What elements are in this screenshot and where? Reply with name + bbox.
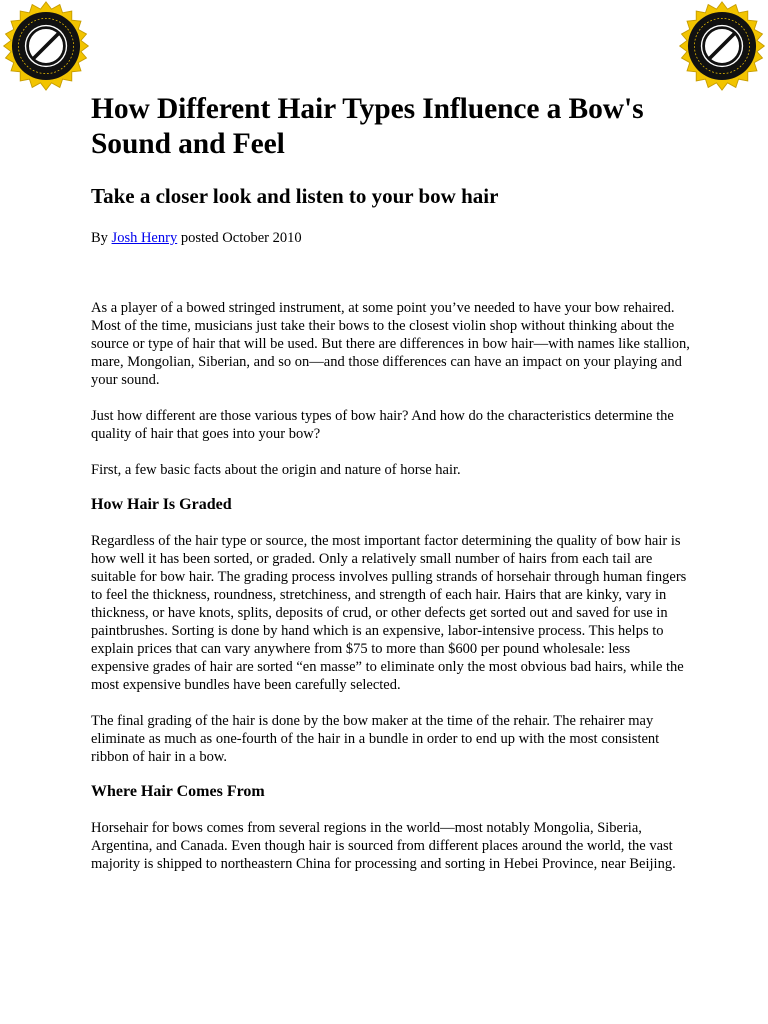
grading-paragraph: Regardless of the hair type or source, the most important factor determining the quality of bow hair is how well it has been sorted, or graded. Only a relatively small number of hairs from each tail are suitable for bow hair. The grading process involves pulling strands of horsehair through human fingers to feel the thickness, roundness, stretchiness, and strength of each hair. Hairs that are kinky, vary in thickness, or have knots, splits, deposits of crud, or other defects get sorted out and saved for use in paintbrushes. Sorting is done by hand which is an expensive, labor-intensive process. This helps to explain prices that can vary anywhere from $75 to more than $600 per pound wholesale: less expensive grades of hair are sorted “en masse” to eliminate only the most obvious bad hairs, while the most expensive bundles have been carefully selected. xyxy=(91,533,687,693)
intro-paragraph: First, a few basic facts about the origin and nature of horse hair. xyxy=(91,462,461,478)
source-paragraph: Horsehair for bows comes from several regions in the world—most notably Mongolia, Siberia, Argentina, and Canada. Even though hair is sourced from different places around the world, the vast majority is shipped to northeastern China for processing and sorting in Hebei Province, near Beijing. xyxy=(91,820,676,872)
pdf-xchange-seal-left[interactable] xyxy=(0,0,92,92)
intro-paragraph: As a player of a bowed stringed instrument, at some point you’ve needed to have your bow rehaired. Most of the time, musicians just take their bows to the closest violin shop without thinking about the source or type of hair that will be used. But there are differences in bow hair—with names like stallion, mare, Mongolian, Siberian, and so on—and those differences can have an impact on your playing and your sound. xyxy=(91,300,690,388)
section-heading-source: Where Hair Comes From xyxy=(91,783,265,800)
grading-paragraph: The final grading of the hair is done by the bow maker at the time of the rehair. The rehairer may eliminate as much as one-fourth of the hair in a bundle in order to end up with the most consistent ribbon of hair in a bow. xyxy=(91,713,660,765)
byline-prefix: By xyxy=(91,230,112,246)
intro-paragraph: Just how different are those various types of bow hair? And how do the characteristics determine the quality of hair that goes into your bow? xyxy=(91,408,674,442)
article xyxy=(91,92,691,873)
pdf-xchange-seal-right[interactable] xyxy=(676,0,768,92)
author-link[interactable]: Josh Henry xyxy=(111,230,178,246)
article-subtitle: Take a closer look and listen to your bow hair xyxy=(91,184,499,208)
article-title: How Different Hair Types Influence a Bow's Sound and Feel xyxy=(91,93,644,160)
byline xyxy=(91,229,691,247)
byline-date: posted October 2010 xyxy=(177,230,302,246)
seal-icon xyxy=(676,0,768,92)
section-heading-grading: How Hair Is Graded xyxy=(91,496,232,513)
seal-icon xyxy=(0,0,92,92)
